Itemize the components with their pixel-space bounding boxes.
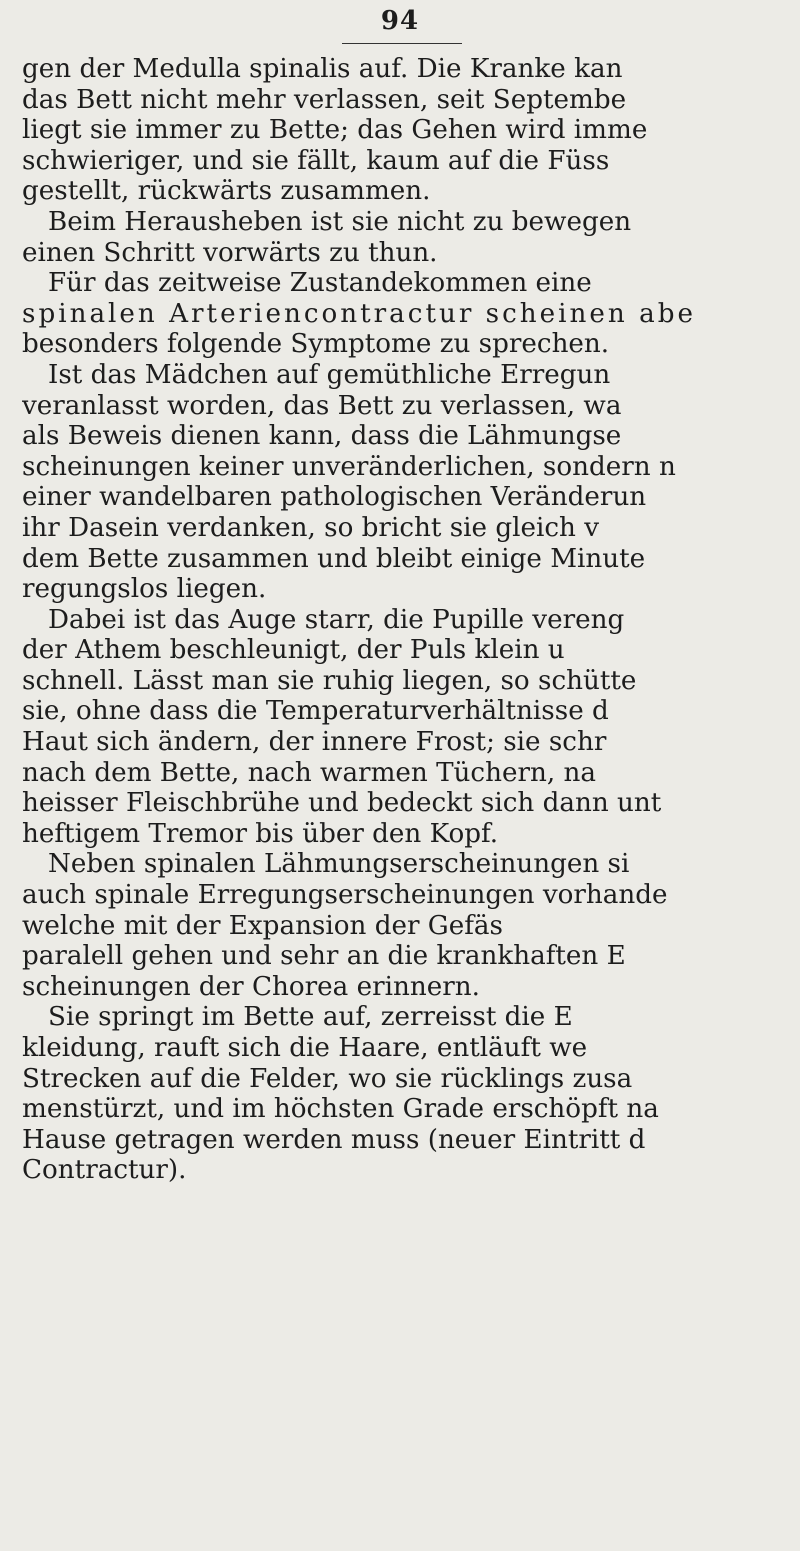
page-number: 94 — [380, 6, 420, 36]
header-rule — [342, 43, 462, 44]
text-line: welche mit der Expansion der Gefäs — [22, 910, 503, 941]
text-line: scheinungen der Chorea erinnern. — [22, 971, 480, 1002]
body-text — [22, 54, 800, 1186]
text-line: Strecken auf die Felder, wo sie rücklings zusa — [22, 1063, 633, 1094]
text-line: kleidung, rauft sich die Haare, entläuft we — [22, 1033, 588, 1063]
text-line: gen der Medulla spinalis auf. Die Kranke kan — [22, 54, 623, 84]
text-line: besonders folgende Symptome zu sprechen. — [22, 329, 610, 360]
text-line: Contractur). — [22, 1155, 187, 1186]
text-line: liegt sie immer zu Bette; das Gehen wird imme — [22, 115, 648, 146]
text-line: das Bett nicht mehr verlassen, seit Septembe — [22, 84, 627, 115]
text-line: Sie springt im Bette auf, zerreisst die E — [48, 1002, 573, 1033]
text-line: schnell. Lässt man sie ruhig liegen, so schütte — [22, 665, 637, 696]
text-line: als Beweis dienen kann, dass die Lähmungse — [22, 421, 622, 452]
text-line: schwieriger, und sie fällt, kaum auf die Füss — [22, 145, 610, 176]
text-line: spinalen Arteriencontractur scheinen abe — [22, 298, 696, 329]
text-line: Hause getragen werden muss (neuer Eintritt d — [22, 1124, 646, 1155]
text-line: nach dem Bette, nach warmen Tüchern, na — [22, 757, 596, 788]
text-line: Für das zeitweise Zustandekommen eine — [48, 268, 592, 299]
text-line: Haut sich ändern, der innere Frost; sie schr — [22, 727, 607, 758]
text-line: veranlasst worden, das Bett zu verlassen, wa — [22, 390, 622, 421]
text-line: heisser Fleischbrühe und bedeckt sich dann unt — [22, 788, 662, 819]
text-line: gestellt, rückwärts zusammen. — [22, 176, 431, 207]
text-line: heftigem Tremor bis über den Kopf. — [22, 818, 499, 849]
text-line: Dabei ist das Auge starr, die Pupille vereng — [48, 604, 625, 635]
text-line: regungslos liegen. — [22, 574, 267, 605]
text-line: paralell gehen und sehr an die krankhaften E — [22, 941, 626, 972]
text-line: ihr Dasein verdanken, so bricht sie gleich v — [22, 512, 599, 543]
text-line: scheinungen keiner unveränderlichen, sondern n — [22, 451, 676, 482]
text-line: der Athem beschleunigt, der Puls klein u — [22, 635, 565, 666]
text-line: Beim Herausheben ist sie nicht zu bewegen — [48, 206, 632, 237]
text-line: dem Bette zusammen und bleibt einige Minute — [22, 543, 646, 574]
text-line: menstürzt, und im höchsten Grade erschöpft na — [22, 1094, 659, 1125]
text-line: sie, ohne dass die Temperaturverhältnisse d — [22, 696, 609, 727]
text-line: einen Schritt vorwärts zu thun. — [22, 237, 438, 268]
text-line: Ist das Mädchen auf gemüthliche Erregun — [48, 359, 611, 390]
text-line: einer wandelbaren pathologischen Veränderun — [22, 482, 647, 513]
text-line: Neben spinalen Lähmungserscheinungen si — [48, 849, 630, 880]
text-line: auch spinale Erregungserscheinungen vorhande — [22, 880, 668, 911]
